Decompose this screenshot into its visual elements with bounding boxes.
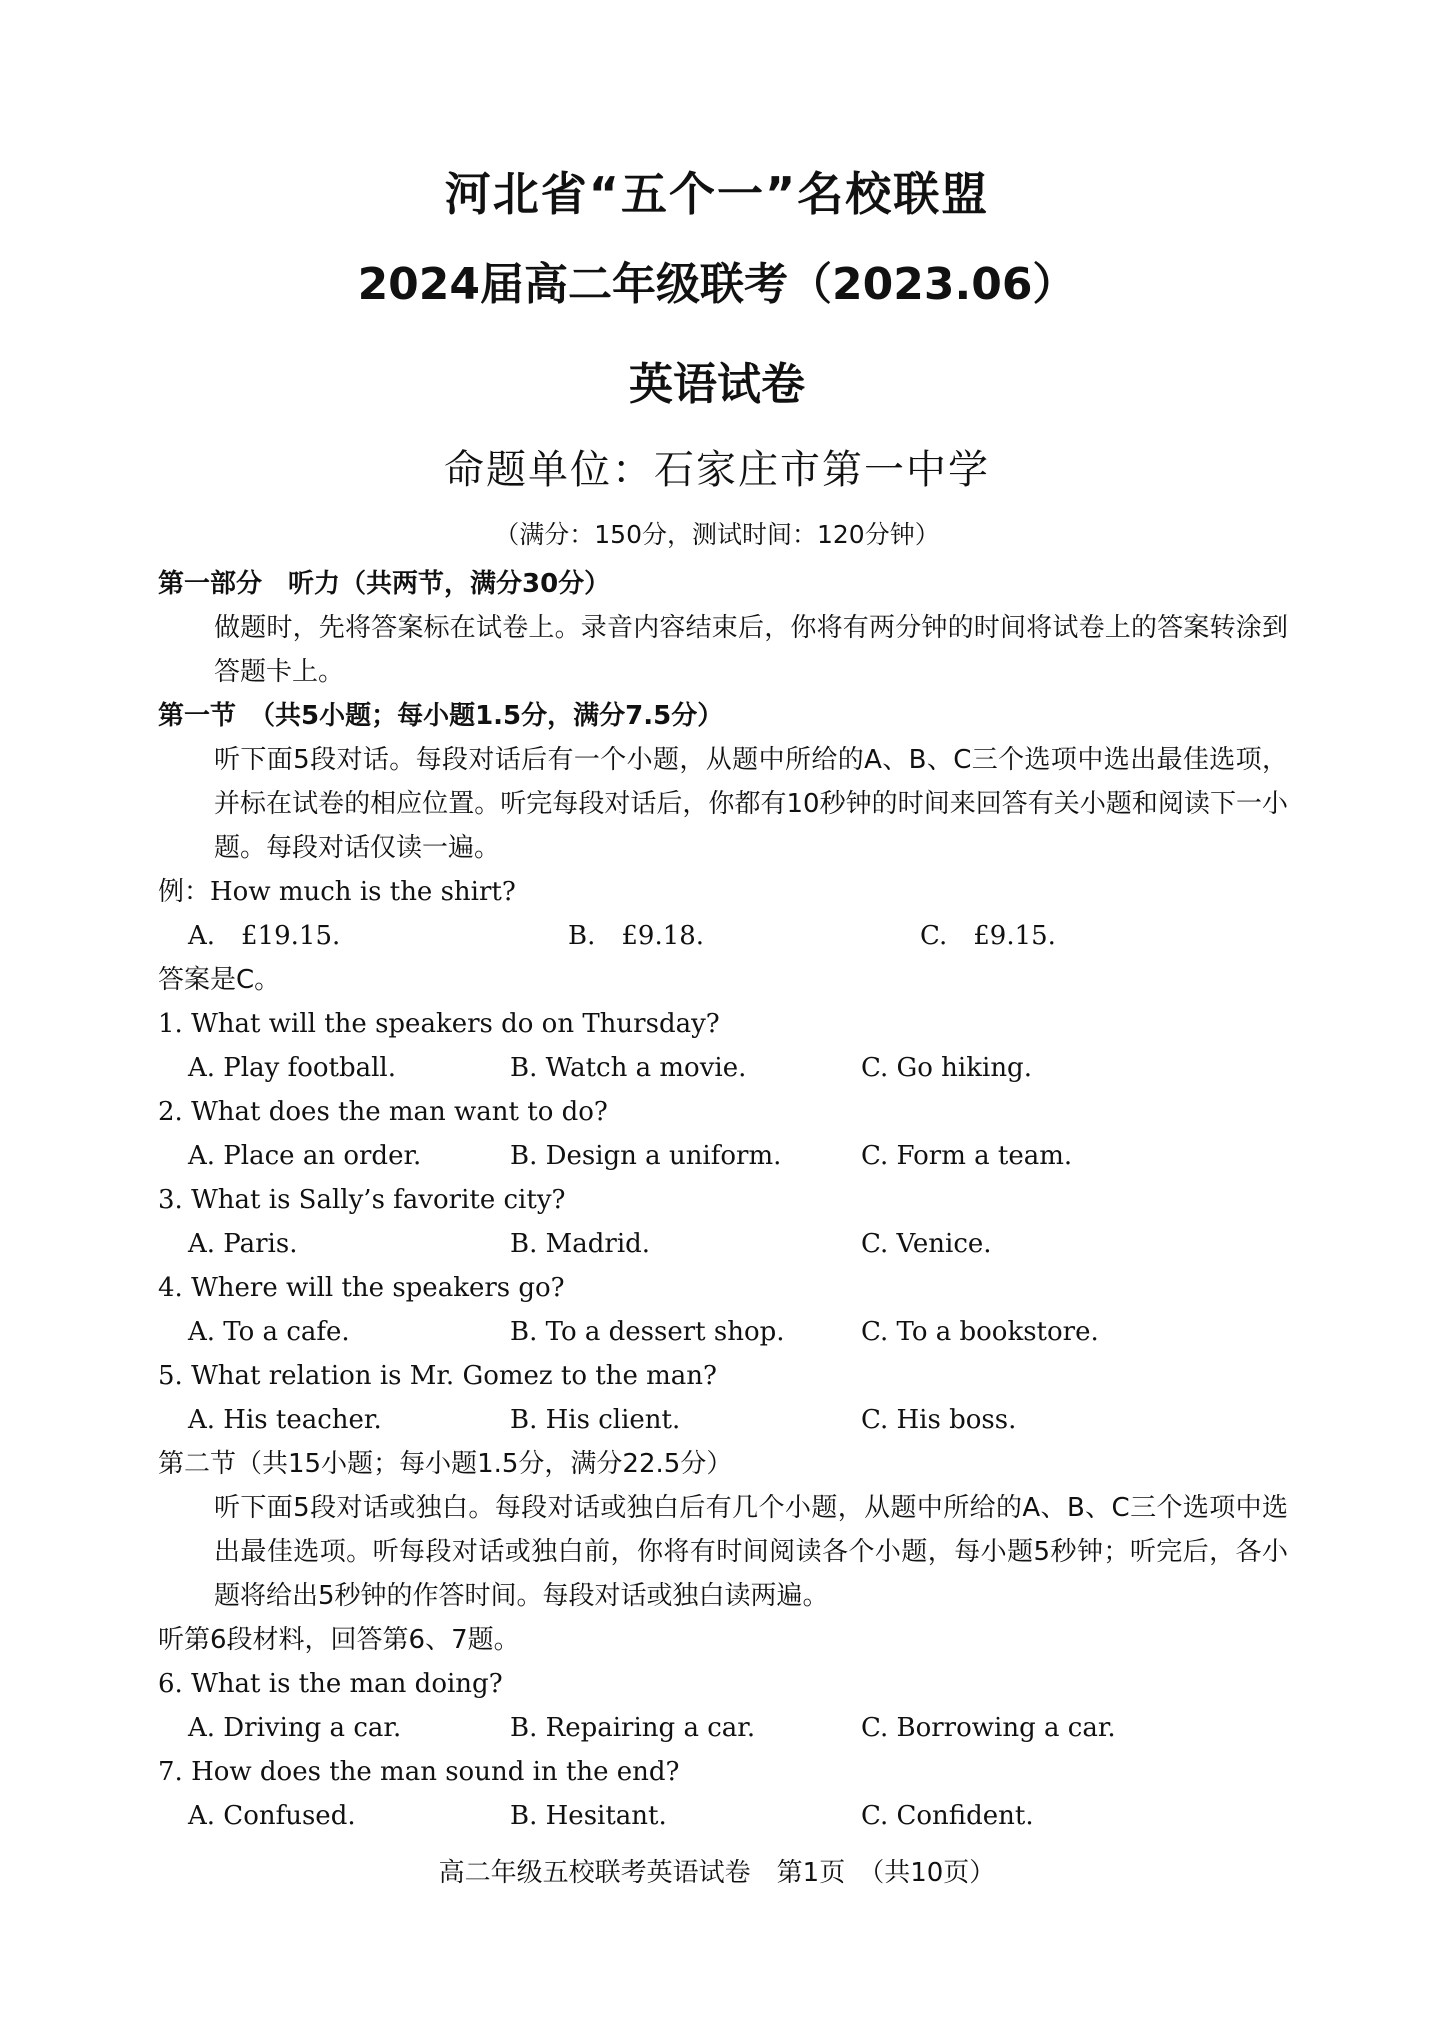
exam-subject-title: 英语试卷 xyxy=(629,359,805,410)
question-text: 7. How does the man sound in the end? xyxy=(158,1757,680,1787)
option-b: B. His client. xyxy=(510,1405,681,1435)
option-a: A. Confused. xyxy=(188,1801,356,1831)
option-c: C. To a bookstore. xyxy=(861,1317,1099,1347)
example-answer: 答案是C。 xyxy=(158,965,281,995)
option-a: A. Play football. xyxy=(188,1053,396,1083)
option-a: A. His teacher. xyxy=(188,1405,382,1435)
section1-heading: 第一节 （共5小题；每小题1.5分，满分7.5分） xyxy=(158,701,724,731)
option-a: A. Paris. xyxy=(188,1229,298,1259)
section1-intro: 听下面5段对话。每段对话后有一个小题，从题中所给的A、B、C三个选项中选出最佳选项，并标在试卷的相应位置。听完每段对话后，你都有10秒钟的时间来回答有关小题和阅读下一小题。每段对话仅读一遍。 xyxy=(214,745,1288,863)
question-options xyxy=(158,1134,1288,1178)
section2-heading: 第二节（共15小题；每小题1.5分，满分22.5分） xyxy=(158,1449,733,1479)
question-options xyxy=(158,1310,1288,1354)
exam-alliance-title: 河北省“五个一”名校联盟 xyxy=(444,167,990,221)
question-text: 5. What relation is Mr. Gomez to the man? xyxy=(158,1361,717,1391)
question-text: 2. What does the man want to do? xyxy=(158,1097,608,1127)
question-options xyxy=(158,1046,1288,1090)
example-option-c: C. £9.15. xyxy=(920,921,1056,951)
option-b: B. To a dessert shop. xyxy=(510,1317,785,1347)
example-option-a: A. £19.15. xyxy=(188,921,341,951)
option-a: A. Place an order. xyxy=(188,1141,422,1171)
option-b: B. Design a uniform. xyxy=(510,1141,782,1171)
example-question: 例：How much is the shirt? xyxy=(158,877,516,907)
question-text: 4. Where will the speakers go? xyxy=(158,1273,565,1303)
material-6-instruction: 听第6段材料，回答第6、7题。 xyxy=(158,1625,520,1655)
option-b: B. Madrid. xyxy=(510,1229,651,1259)
option-c: C. His boss. xyxy=(861,1405,1017,1435)
question-text: 6. What is the man doing? xyxy=(158,1669,503,1699)
exam-setter-unit: 命题单位：石家庄市第一中学 xyxy=(444,447,990,493)
section2-intro: 听下面5段对话或独白。每段对话或独白后有几个小题，从题中所给的A、B、C三个选项中选出最佳选项。听每段对话或独白前，你将有时间阅读各个小题，每小题5秒钟；听完后，各小题将给出5秒钟的作答时间。每段对话或独白读两遍。 xyxy=(214,1493,1288,1611)
option-c: C. Form a team. xyxy=(861,1141,1073,1171)
question-text: 3. What is Sally’s favorite city? xyxy=(158,1185,566,1215)
exam-body xyxy=(158,562,1288,1838)
option-a: A. Driving a car. xyxy=(188,1713,402,1743)
page-footer: 高二年级五校联考英语试卷 第1页 （共10页） xyxy=(438,1858,996,1888)
option-b: B. Repairing a car. xyxy=(510,1713,756,1743)
option-c: C. Venice. xyxy=(861,1229,992,1259)
question-1 xyxy=(158,1002,1288,1090)
question-2 xyxy=(158,1090,1288,1178)
part1-intro: 做题时，先将答案标在试卷上。录音内容结束后，你将有两分钟的时间将试卷上的答案转涂到答题卡上。 xyxy=(214,613,1288,687)
example-options xyxy=(158,914,1288,958)
question-options xyxy=(158,1794,1288,1838)
exam-session-title: 2024届高二年级联考（2023.06） xyxy=(357,259,1077,310)
option-b: B. Watch a movie. xyxy=(510,1053,747,1083)
option-c: C. Go hiking. xyxy=(861,1053,1032,1083)
question-6 xyxy=(158,1662,1288,1750)
example-option-b: B. £9.18. xyxy=(568,921,705,951)
question-7 xyxy=(158,1750,1288,1838)
option-c: C. Borrowing a car. xyxy=(861,1713,1116,1743)
exam-score-time-note: （满分：150分，测试时间：120分钟） xyxy=(494,520,940,549)
option-c: C. Confident. xyxy=(861,1801,1034,1831)
question-4 xyxy=(158,1266,1288,1354)
option-a: A. To a cafe. xyxy=(188,1317,350,1347)
question-options xyxy=(158,1398,1288,1442)
question-text: 1. What will the speakers do on Thursday? xyxy=(158,1009,720,1039)
part1-heading: 第一部分 听力（共两节，满分30分） xyxy=(158,569,611,599)
question-options xyxy=(158,1706,1288,1750)
question-3 xyxy=(158,1178,1288,1266)
question-5 xyxy=(158,1354,1288,1442)
question-options xyxy=(158,1222,1288,1266)
option-b: B. Hesitant. xyxy=(510,1801,667,1831)
